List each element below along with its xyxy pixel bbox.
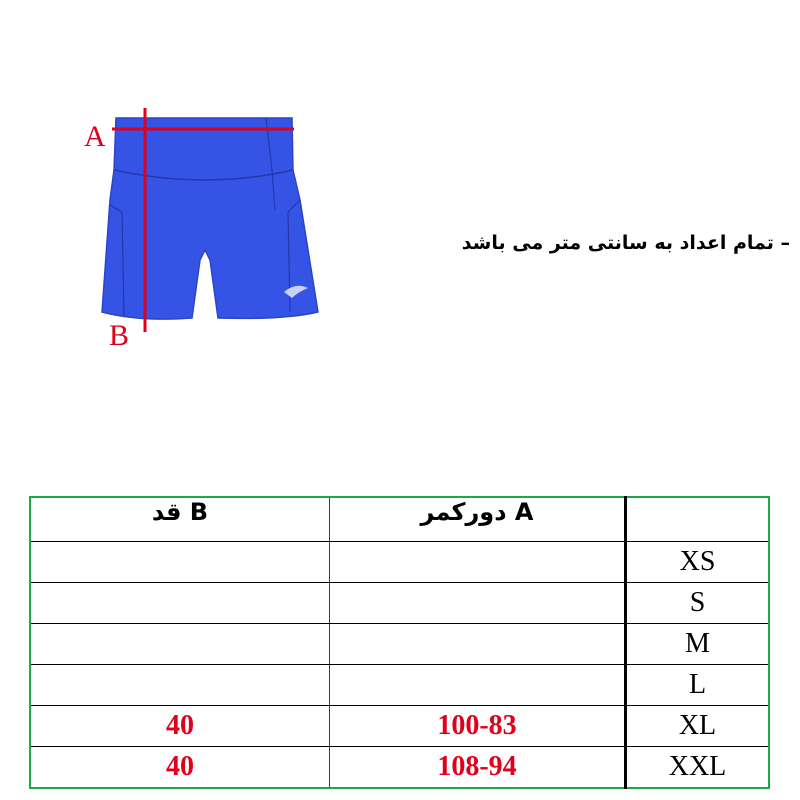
cell-size: XL (626, 706, 770, 747)
cell-a (330, 542, 626, 583)
cell-b: 40 (30, 747, 330, 789)
table-row (30, 665, 769, 706)
cell-a (330, 624, 626, 665)
header-waist-a: دورکمر A (330, 497, 626, 542)
label-b: B (109, 319, 130, 352)
cell-size: XXL (626, 747, 770, 789)
cell-b (30, 583, 330, 624)
cell-size: M (626, 624, 770, 665)
table-row (30, 706, 769, 747)
cell-b (30, 665, 330, 706)
table-row (30, 542, 769, 583)
cell-b (30, 542, 330, 583)
cell-a: 108-94 (330, 747, 626, 789)
table-row (30, 624, 769, 665)
cell-size: S (626, 583, 770, 624)
shorts-illustration (102, 118, 318, 319)
cell-a: 100-83 (330, 706, 626, 747)
cell-a (330, 665, 626, 706)
unit-note: – تمام اعداد به سانتی متر می باشد (461, 232, 790, 254)
cell-a (330, 583, 626, 624)
cell-size: XS (626, 542, 770, 583)
table-row (30, 747, 769, 789)
header-height-b: قد B (30, 497, 330, 542)
cell-size: L (626, 665, 770, 706)
cell-b (30, 624, 330, 665)
table-row (30, 583, 769, 624)
cell-b: 40 (30, 706, 330, 747)
label-a: A (84, 120, 106, 153)
header-size (626, 497, 770, 542)
table-header-row (30, 497, 769, 542)
size-table (29, 496, 770, 789)
